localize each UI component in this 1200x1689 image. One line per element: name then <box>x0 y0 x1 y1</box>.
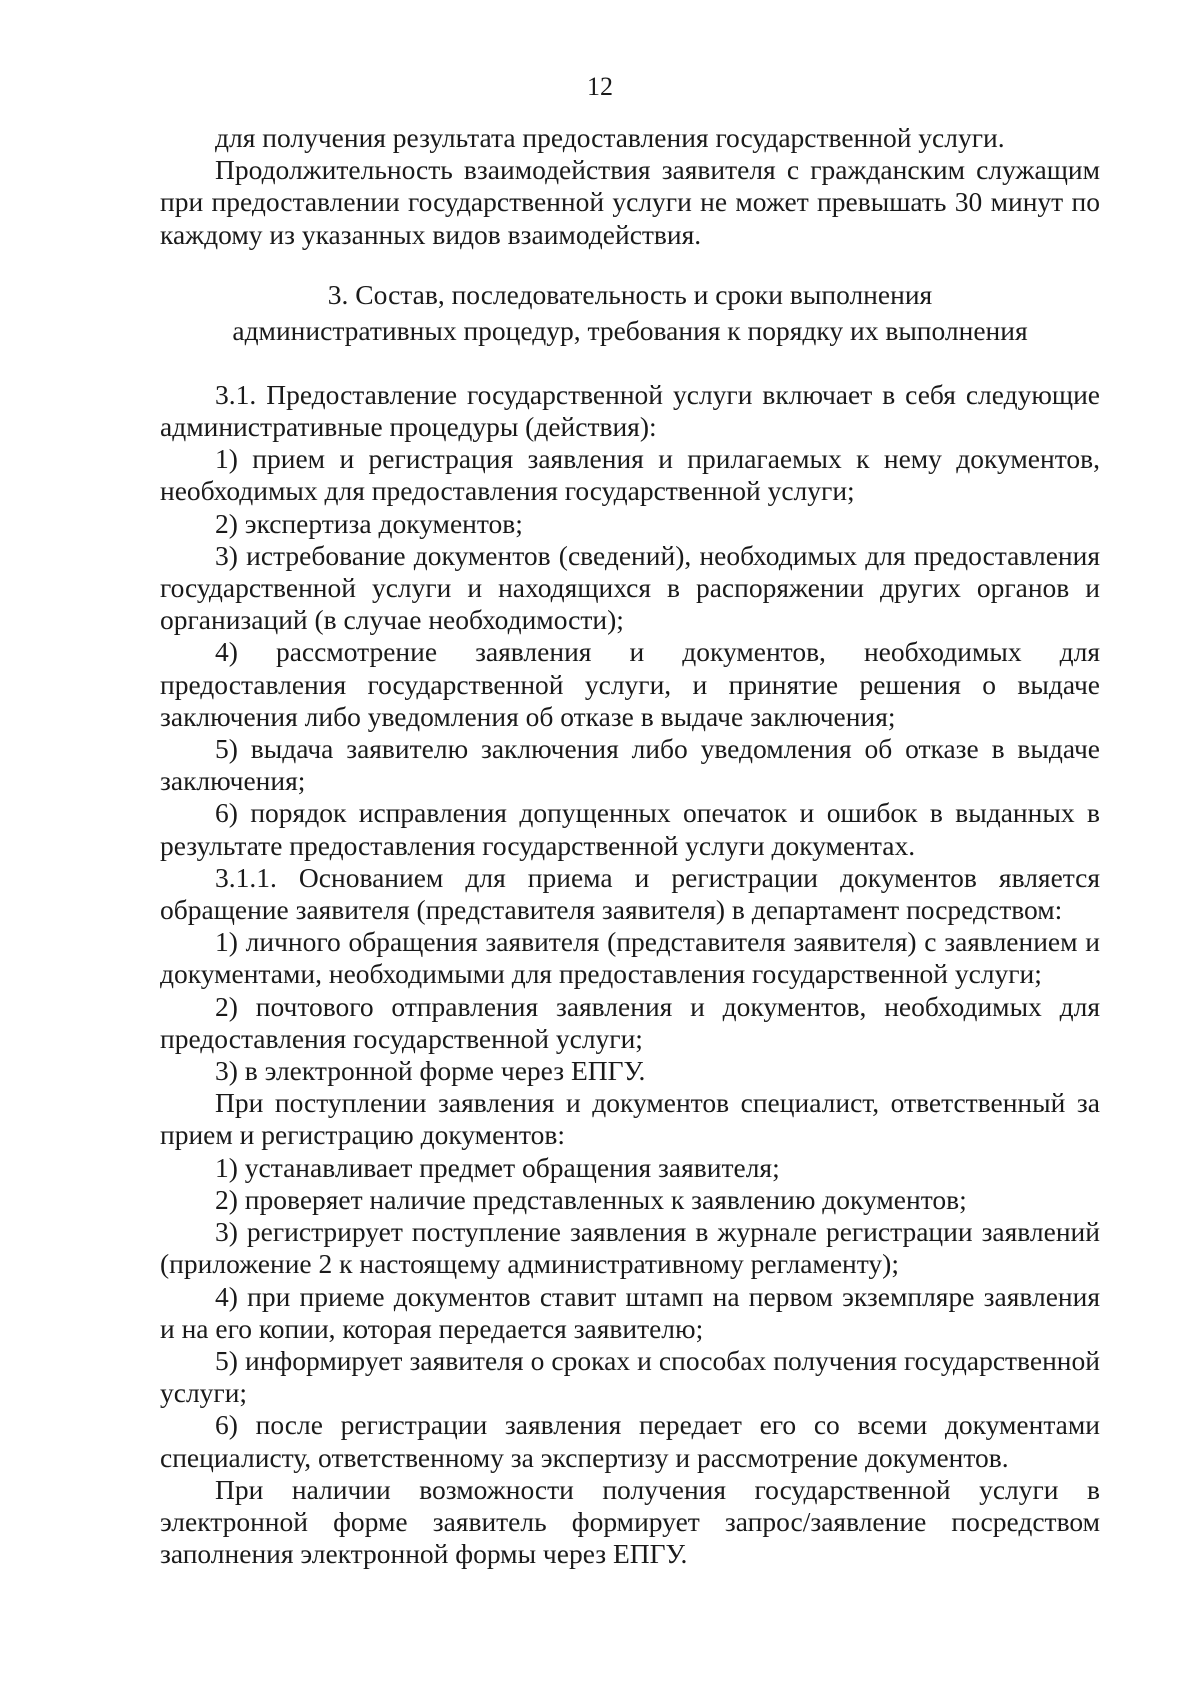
page-number: 12 <box>587 72 613 101</box>
list-item: 6) после регистрации заявления передает его со всеми документами специалисту, ответственному за экспертизу и рассмотрение документов. <box>160 1409 1100 1473</box>
list-item: 5) информирует заявителя о сроках и способах получения государственной услуги; <box>160 1344 1100 1409</box>
paragraph: 3.1. Предоставление государственной услуги включает в себя следующие административные процедуры (действия): <box>160 378 1100 443</box>
document-body <box>160 122 1100 1570</box>
list-item: 1) устанавливает предмет обращения заявителя; <box>215 1151 780 1183</box>
paragraph: При поступлении заявления и документов специалист, ответственный за прием и регистрацию документов: <box>160 1087 1100 1151</box>
list-item: 3) регистрирует поступление заявления в журнале регистрации заявлений (приложение 2 к настоящему административному регламенту); <box>160 1216 1100 1280</box>
list-item: 6) порядок исправления допущенных опечаток и ошибок в выданных в результате предоставления государственной услуги документах. <box>160 797 1100 861</box>
list-item: 3) в электронной форме через ЕПГУ. <box>215 1055 646 1087</box>
list-item: 3) истребование документов (сведений), необходимых для предоставления государственной услуги и находящихся в распоряжении других органов и организаций (в случае необходимости); <box>160 539 1100 636</box>
paragraph: Продолжительность взаимодействия заявителя с гражданским служащим при предоставлении государственной услуги не может превышать 30 минут по каждому из указанных видов взаимодействия. <box>160 154 1100 250</box>
list-item: 2) проверяет наличие представленных к заявлению документов; <box>215 1183 967 1215</box>
list-item: 4) рассмотрение заявления и документов, необходимых для предоставления государственной услуги, и принятие решения о выдаче заключения либо уведомления об отказе в выдаче заключения; <box>160 636 1100 732</box>
paragraph: 3.1.1. Основанием для приема и регистрации документов является обращение заявителя (представителя заявителя) в департамент посредством: <box>160 861 1100 926</box>
paragraph: для получения результата предоставления государственной услуги. <box>215 122 1005 153</box>
paragraph: При наличии возможности получения государственной услуги в электронной форме заявитель формирует запрос/заявление посредством заполнения электронной формы через ЕПГУ. <box>160 1473 1100 1570</box>
list-item: 2) почтового отправления заявления и документов, необходимых для предоставления государственной услуги; <box>160 990 1100 1054</box>
list-item: 5) выдача заявителю заключения либо уведомления об отказе в выдаче заключения; <box>160 733 1100 797</box>
list-item: 1) прием и регистрация заявления и прилагаемых к нему документов, необходимых для предоставления государственной услуги; <box>160 443 1100 507</box>
list-item: 4) при приеме документов ставит штамп на первом экземпляре заявления и на его копии, которая передается заявителю; <box>160 1280 1100 1344</box>
section-heading-line: 3. Состав, последовательность и сроки выполнения <box>327 278 933 310</box>
list-item: 1) личного обращения заявителя (представителя заявителя) с заявлением и документами, необходимыми для предоставления государственной услуги; <box>160 926 1100 990</box>
list-item: 2) экспертиза документов; <box>215 507 523 539</box>
section-heading <box>160 277 1100 349</box>
section-heading-line: административных процедур, требования к порядку их выполнения <box>232 314 1028 346</box>
